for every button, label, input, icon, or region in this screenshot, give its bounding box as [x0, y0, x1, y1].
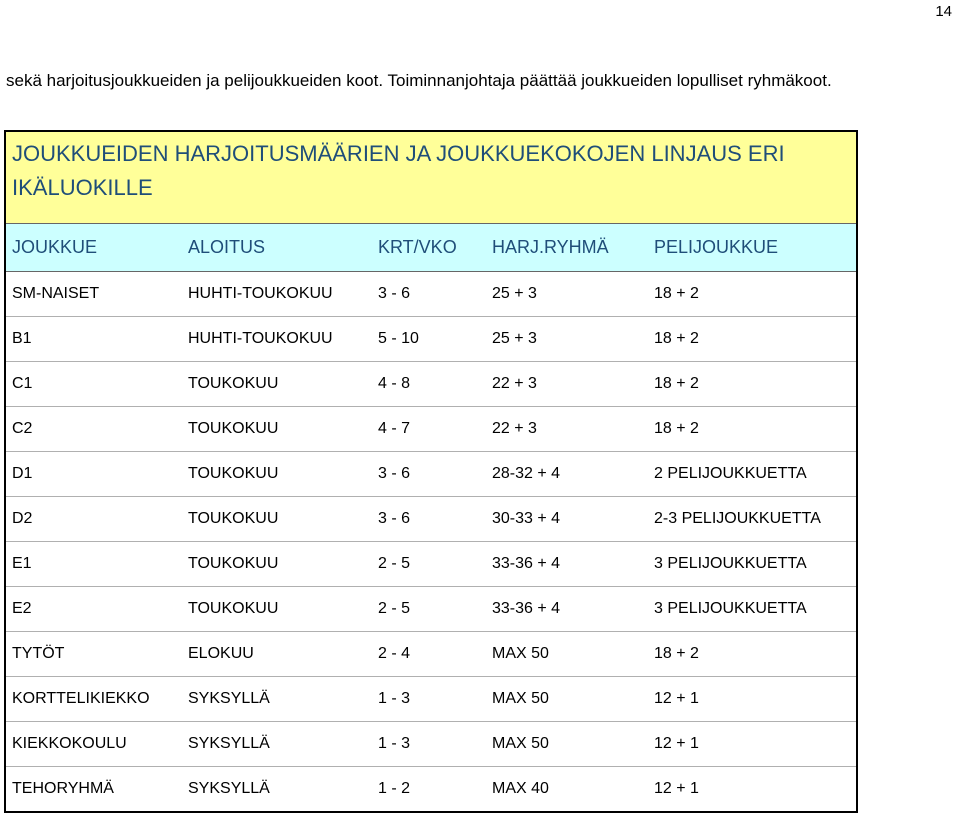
cell-start: TOUKOKUU — [182, 587, 372, 632]
cell-team: C1 — [6, 362, 182, 407]
cell-training-group: MAX 40 — [492, 780, 549, 797]
cell-times-per-week: 4 - 7 — [372, 407, 486, 452]
cell-start: TOUKOKUU — [182, 362, 372, 407]
table-body — [6, 272, 856, 812]
cell-times-per-week: 2 - 4 — [372, 632, 486, 677]
cell-times-per-week: 3 - 6 — [372, 272, 486, 317]
cell-team: KIEKKOKOULU — [6, 722, 182, 767]
header-start: ALOITUS — [182, 224, 372, 272]
table-row — [6, 317, 856, 362]
cell-training-group: 22 + 3 — [486, 407, 648, 452]
cell-game-team: 3 PELIJOUKKUETTA — [648, 587, 856, 632]
table-row — [6, 677, 856, 722]
cell-training-group: 25 + 3 — [486, 317, 648, 362]
cell-start: SYKSYLLÄ — [188, 780, 270, 797]
cell-times-per-week: 2 - 5 — [372, 542, 486, 587]
cell-game-team: 18 + 2 — [648, 272, 856, 317]
cell-game-team: 18 + 2 — [648, 407, 856, 452]
cell-start: ELOKUU — [182, 632, 372, 677]
cell-game-team: 12 + 1 — [654, 780, 699, 797]
header-training-group: HARJ.RYHMÄ — [486, 224, 648, 272]
cell-training-group: 33-36 + 4 — [486, 542, 648, 587]
cell-times-per-week: 5 - 10 — [372, 317, 486, 362]
cell-times-per-week: 1 - 3 — [372, 677, 486, 722]
cell-training-group: 25 + 3 — [486, 272, 648, 317]
cell-game-team: 12 + 1 — [648, 722, 856, 767]
cell-team: TEHORYHMÄ — [12, 780, 114, 797]
cell-team: B1 — [6, 317, 182, 362]
table-row — [6, 542, 856, 587]
cell-game-team: 12 + 1 — [648, 677, 856, 722]
cell-times-per-week: 4 - 8 — [372, 362, 486, 407]
table-row — [6, 452, 856, 497]
table-row — [6, 632, 856, 677]
cell-team: KORTTELIKIEKKO — [6, 677, 182, 722]
cell-team: E2 — [6, 587, 182, 632]
cell-start: HUHTI-TOUKOKUU — [182, 272, 372, 317]
cell-start: TOUKOKUU — [182, 542, 372, 587]
cell-start: SYKSYLLÄ — [182, 677, 372, 722]
cell-start: TOUKOKUU — [182, 407, 372, 452]
table-row — [6, 587, 856, 632]
cell-start: TOUKOKUU — [182, 497, 372, 542]
cell-team: SM-NAISET — [6, 272, 182, 317]
cell-times-per-week: 3 - 6 — [372, 452, 486, 497]
table-row — [6, 362, 856, 407]
intro-paragraph: sekä harjoitusjoukkueiden ja pelijoukkueiden koot. Toiminnanjohtaja päättää joukkueiden lopulliset ryhmäkoot. — [6, 71, 832, 90]
cell-game-team: 18 + 2 — [648, 317, 856, 362]
cell-team: TYTÖT — [6, 632, 182, 677]
table-row — [6, 497, 856, 542]
page-number: 14 — [935, 3, 952, 20]
cell-game-team: 2-3 PELIJOUKKUETTA — [648, 497, 856, 542]
cell-game-team: 18 + 2 — [648, 362, 856, 407]
cell-start: HUHTI-TOUKOKUU — [182, 317, 372, 362]
team-table — [6, 224, 856, 811]
cell-start: SYKSYLLÄ — [182, 722, 372, 767]
cell-times-per-week: 3 - 6 — [372, 497, 486, 542]
header-game-team: PELIJOUKKUE — [648, 224, 856, 272]
cell-game-team: 2 PELIJOUKKUETTA — [648, 452, 856, 497]
header-row — [6, 224, 856, 272]
table-row — [6, 767, 856, 812]
cell-team: E1 — [6, 542, 182, 587]
table-row — [6, 272, 856, 317]
cell-team: D1 — [6, 452, 182, 497]
header-team: JOUKKUE — [6, 224, 182, 272]
cell-training-group: MAX 50 — [486, 632, 648, 677]
cell-training-group: 28-32 + 4 — [486, 452, 648, 497]
table-row — [6, 407, 856, 452]
cell-team: C2 — [6, 407, 182, 452]
cell-team: D2 — [6, 497, 182, 542]
cell-start: TOUKOKUU — [182, 452, 372, 497]
cell-training-group: MAX 50 — [486, 677, 648, 722]
header-times-per-week: KRT/VKO — [372, 224, 486, 272]
team-guidelines-table — [4, 130, 858, 813]
table-title: JOUKKUEIDEN HARJOITUSMÄÄRIEN JA JOUKKUEKOKOJEN LINJAUS ERI IKÄLUOKILLE — [6, 132, 856, 224]
cell-times-per-week: 1 - 3 — [372, 722, 486, 767]
cell-game-team: 18 + 2 — [648, 632, 856, 677]
cell-training-group: 22 + 3 — [486, 362, 648, 407]
table-row — [6, 722, 856, 767]
cell-training-group: MAX 50 — [486, 722, 648, 767]
cell-times-per-week: 2 - 5 — [372, 587, 486, 632]
cell-training-group: 30-33 + 4 — [486, 497, 648, 542]
cell-game-team: 3 PELIJOUKKUETTA — [648, 542, 856, 587]
cell-training-group: 33-36 + 4 — [486, 587, 648, 632]
cell-times-per-week: 1 - 2 — [378, 780, 411, 797]
